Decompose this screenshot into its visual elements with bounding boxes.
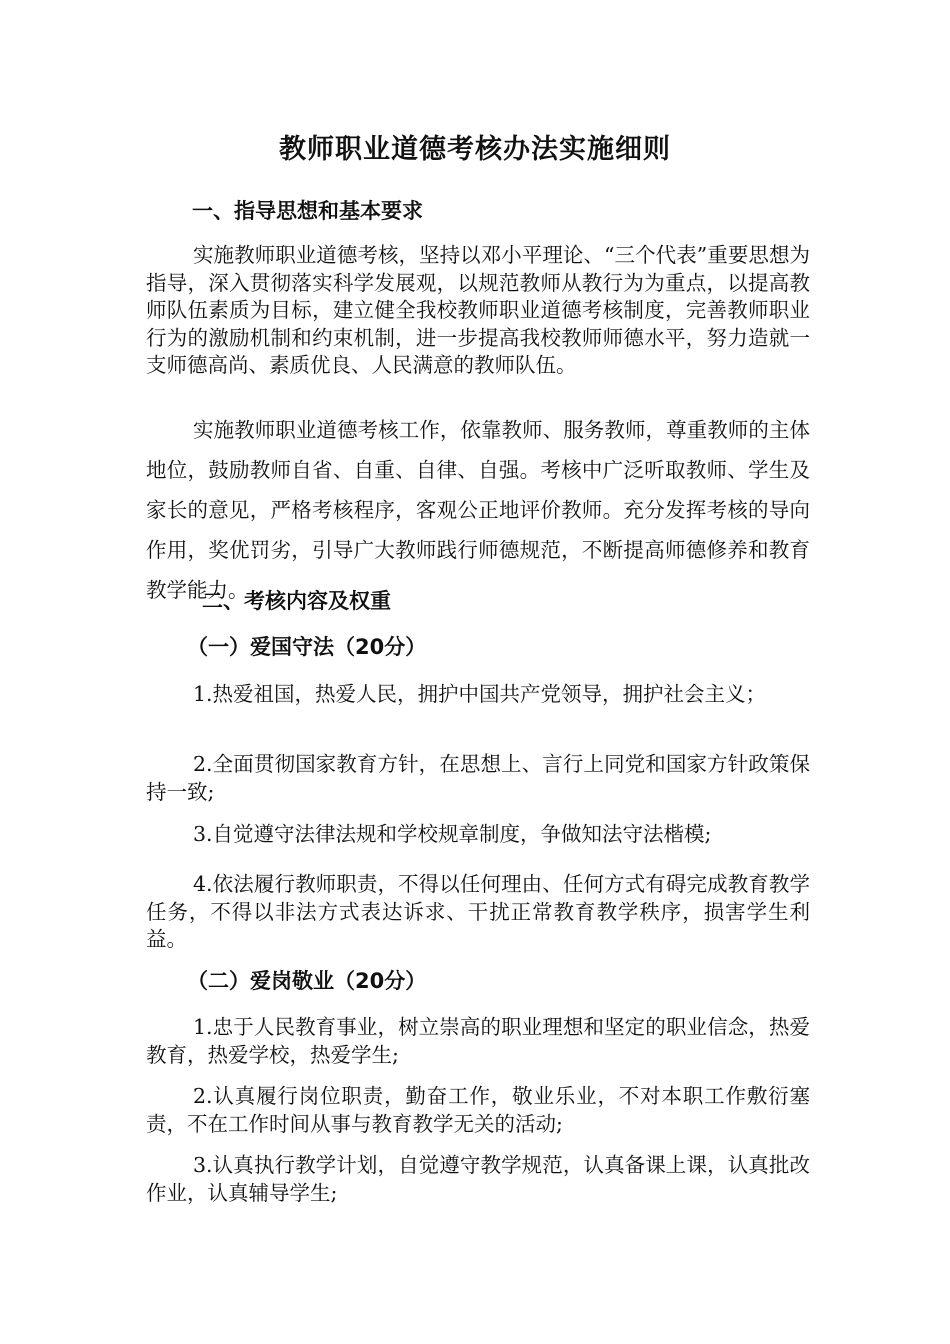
list-item-dedication-1: 1.忠于人民教育事业，树立崇高的职业理想和坚定的职业信念，热爱教育，热爱学校，热爱学生;: [146, 1015, 810, 1067]
list-item-patriotism-1: 1.热爱祖国，热爱人民，拥护中国共产党领导，拥护社会主义；: [193, 682, 767, 706]
section-heading-assessment-content: 二、考核内容及权重: [202, 589, 391, 613]
paragraph-guiding-principles-1: 实施教师职业道德考核，坚持以邓小平理论、“三个代表”重要思想为指导，深入贯彻落实科学发展观，以规范教师从教行为为重点，以提高教师队伍素质为目标，建立健全我校教师职业道德考核制度，完善教师职业行为的激励机制和约束机制，进一步提高我校教师师德水平，努力造就一支师德高尚、素质优良、人民满意的教师队伍。: [146, 243, 810, 377]
list-item-dedication-2: 2.认真履行岗位职责，勤奋工作，敬业乐业，不对本职工作敷衍塞责，不在工作时间从事与教育教学无关的活动;: [146, 1084, 810, 1136]
list-item-dedication-3: 3.认真执行教学计划，自觉遵守教学规范，认真备课上课，认真批改作业，认真辅导学生;: [146, 1153, 810, 1205]
list-item-patriotism-4: 4.依法履行教师职责，不得以任何理由、任何方式有碍完成教育教学任务，不得以非法方式表达诉求、干扰正常教育教学秩序，损害学生利益。: [146, 872, 810, 951]
list-item-patriotism-3: 3.自觉遵守法律法规和学校规章制度，争做知法守法楷模;: [193, 822, 712, 846]
paragraph-guiding-principles-2: 实施教师职业道德考核工作，依靠教师、服务教师，尊重教师的主体地位，鼓励教师自省、自重、自律、自强。考核中广泛听取教师、学生及家长的意见，严格考核程序，客观公正地评价教师。充分发挥考核的导向作用，奖优罚劣，引导广大教师践行师德规范，不断提高师德修养和教育教学能力。: [146, 418, 810, 602]
document-title: 教师职业道德考核办法实施细则: [279, 134, 671, 165]
list-item-patriotism-2: 2.全面贯彻国家教育方针，在思想上、言行上同党和国家方针政策保持一致;: [146, 752, 810, 804]
section-heading-guiding-principles: 一、指导思想和基本要求: [192, 199, 423, 223]
subsection-heading-dedication: （二）爱岗敬业（20分）: [187, 969, 427, 993]
subsection-heading-patriotism: （一）爱国守法（20分）: [187, 635, 427, 659]
